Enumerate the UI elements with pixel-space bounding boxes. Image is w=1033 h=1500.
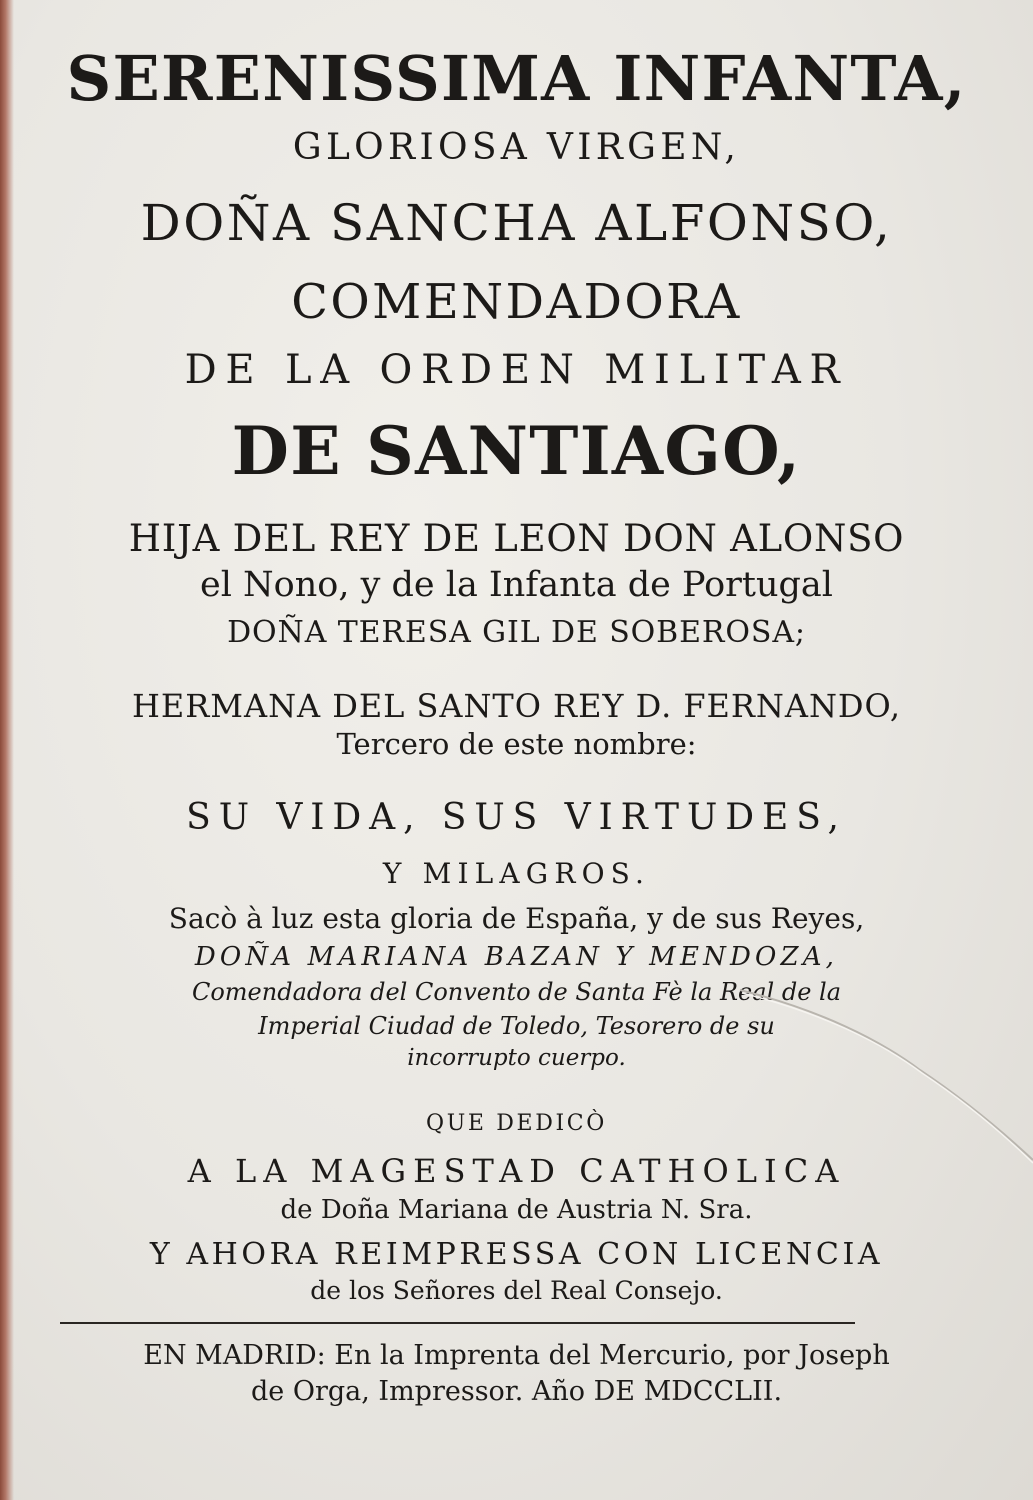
title-line-orden: DE LA ORDEN MILITAR — [184, 347, 849, 393]
title-line-convento: Comendadora del Convento de Santa Fè la Real de la — [191, 978, 842, 1006]
title-line-hija: HIJA DEL REY DE LEON DON ALONSO — [128, 517, 905, 560]
title-line-toledo: Imperial Ciudad de Toledo, Tesorero de su — [258, 1012, 775, 1040]
title-line-hermana: HERMANA DEL SANTO REY D. FERNANDO, — [132, 687, 901, 725]
title-line-sancha: DOÑA SANCHA ALFONSO, — [140, 194, 893, 252]
author-name: DOÑA MARIANA BAZAN Y MENDOZA, — [194, 942, 839, 972]
title-line-nono: el Nono, y de la Infanta de Portugal — [200, 565, 833, 605]
title-line-cuerpo: incorrupto cuerpo. — [407, 1045, 626, 1071]
title-line-milagros: Y MILAGROS. — [382, 857, 651, 890]
title-line-austria: de Doña Mariana de Austria N. Sra. — [280, 1195, 753, 1225]
imprint-line-2: de Orga, Impressor. Año DE MDCCLII. — [250, 1376, 783, 1407]
title-line-santiago: DE SANTIAGO, — [231, 412, 802, 490]
title-line-teresa: DOÑA TERESA GIL DE SOBEROSA; — [227, 615, 806, 650]
title-line-comendadora: COMENDADORA — [291, 274, 742, 330]
title-line-saco: Sacò à luz esta gloria de España, y de sus Reyes, — [168, 902, 865, 935]
title-line-dedico: QUE DEDICÒ — [426, 1111, 607, 1136]
title-line-reimpressa: Y AHORA REIMPRESSA CON LICENCIA — [149, 1237, 884, 1272]
imprint-line-1: EN MADRID: En la Imprenta del Mercurio, por Joseph — [143, 1340, 890, 1371]
title-line-serenissima: SERENISSIMA INFANTA, — [66, 42, 967, 115]
title-line-gloriosa: GLORIOSA VIRGEN, — [292, 127, 741, 168]
title-line-magestad: A LA MAGESTAD CATHOLICA — [187, 1152, 846, 1190]
title-line-consejo: de los Señores del Real Consejo. — [310, 1276, 723, 1305]
title-line-tercero: Tercero de este nombre: — [336, 727, 697, 761]
title-line-vida: SU VIDA, SUS VIRTUDES, — [186, 797, 847, 838]
